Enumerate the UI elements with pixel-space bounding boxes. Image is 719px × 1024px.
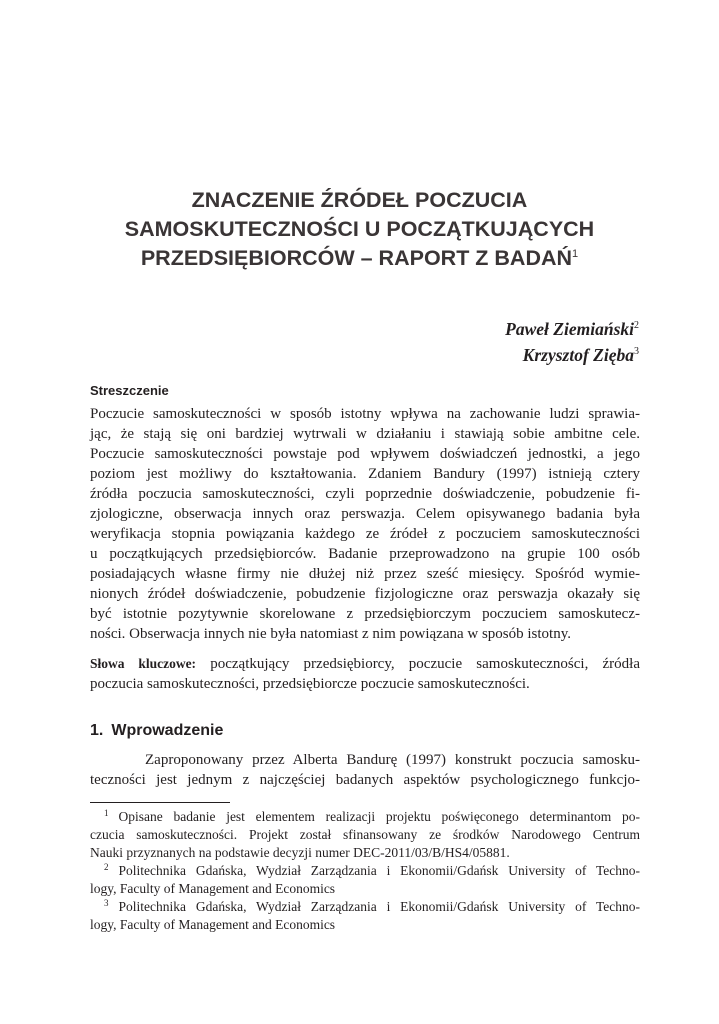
abstract-line: posiadających własne firmy nie dłużej niż przez sześć miesięcy. Spośród wymie- [90,566,640,582]
abstract-body [90,404,640,644]
introduction-heading [90,720,223,742]
footnote-divider [90,802,230,803]
footnote-text: Politechnika Gdańska, Wydział Zarządzania i Ekonomii/Gdańsk University of Techno- [118,863,640,878]
keywords-line [90,654,640,674]
abstract-line: nionych źródeł doświadczenie, pobudzenie fizjologiczne oraz perswazja okazały się [90,586,640,602]
author-name: Paweł Ziemiański [505,319,634,339]
keywords [90,654,640,694]
abstract-line: źródła poczucia samoskuteczności, czyli poprzednie doświadczenie, pobudzenie fi- [90,486,640,502]
footnote-mark: 1 [104,807,109,818]
title-line: SAMOSKUTECZNOŚCI U POCZĄTKUJĄCYCH [124,217,595,241]
abstract-line: weryfikacja stopnia powiązania każdego ze źródeł z poczuciem samoskuteczności [90,526,640,542]
footnote-text: Opisane badanie jest elementem realizacji projektu poświęconego determinantom po- [118,809,640,824]
footnote-line [90,808,640,826]
footnote-line [90,898,640,916]
footnote-line: Nauki przyznanych na podstawie decyzji numer DEC-2011/03/B/HS4/05881. [90,845,510,860]
abstract-line: Poczucie samoskuteczności powstaje pod wpływem doświadczeń jednostki, a jego [90,446,640,462]
footnote-line: logy, Faculty of Management and Economics [90,881,336,896]
keywords-line: poczucia samoskuteczności, przedsiębiorcze poczucie samoskuteczności. [90,676,530,692]
title-footnote-ref[interactable]: 1 [572,247,579,260]
author-footnote-ref[interactable]: 2 [634,320,639,332]
footnote-mark: 2 [104,861,109,872]
footnote-line [90,862,640,880]
abstract-line: zjologiczne, obserwacja innych oraz perswazja. Celem opisywanego badania była [90,506,640,522]
author [505,316,639,342]
keywords-label: Słowa kluczowe: [90,656,197,671]
author-name: Krzysztof Zięba [522,345,634,365]
abstract-line: u początkujących przedsiębiorców. Badanie przeprowadzono na grupie 100 osób [90,546,640,562]
author-footnote-ref[interactable]: 3 [634,346,639,358]
abstract-line: jąc, że stają się oni bardziej wytrwali w działaniu i stawiają sobie ambitne cele. [90,426,640,442]
author-list [505,316,639,368]
abstract-line: ności. Obserwacja innych nie była natomiast z nim powiązana w sposób istotny. [90,626,572,642]
footnote-mark: 3 [104,897,109,908]
body-line: Zaproponowany przez Alberta Bandurę (1997) konstrukt poczucia samosku- [145,752,640,768]
abstract-line: Poczucie samoskuteczności w sposób istotny wpływa na zachowanie ludzi sprawia- [90,406,640,422]
title-line [60,244,659,273]
footnotes [90,808,640,934]
title-line: ZNACZENIE ŹRÓDEŁ POCZUCIA [191,188,528,212]
author [505,342,639,368]
abstract-line: poziom jest możliwy do kształtowania. Zdaniem Bandury (1997) istnieją cztery [90,466,640,482]
footnote-line: logy, Faculty of Management and Economics [90,917,336,932]
section-title: Wprowadzenie [111,722,224,739]
introduction-body [90,750,640,790]
footnote-text: Politechnika Gdańska, Wydział Zarządzania i Ekonomii/Gdańsk University of Techno- [118,899,640,914]
paper-title [60,186,659,273]
title-line-text: PRZEDSIĘBIORCÓW – RAPORT Z BADAŃ [140,246,573,270]
section-number: 1. [90,722,104,739]
abstract-line: być istotnie pozytywnie skorelowane z przedsiębiorczym poczuciem samoskutecz- [90,606,640,622]
body-line: teczności jest jednym z najczęściej badanych aspektów psychologicznego funkcjo- [90,772,640,788]
abstract-heading: Streszczenie [90,383,169,398]
keywords-text: początkujący przedsiębiorcy, poczucie samoskuteczności, źródła [196,656,640,672]
footnote-line: czucia samoskuteczności. Projekt został sfinansowany ze środków Narodowego Centrum [90,827,640,842]
